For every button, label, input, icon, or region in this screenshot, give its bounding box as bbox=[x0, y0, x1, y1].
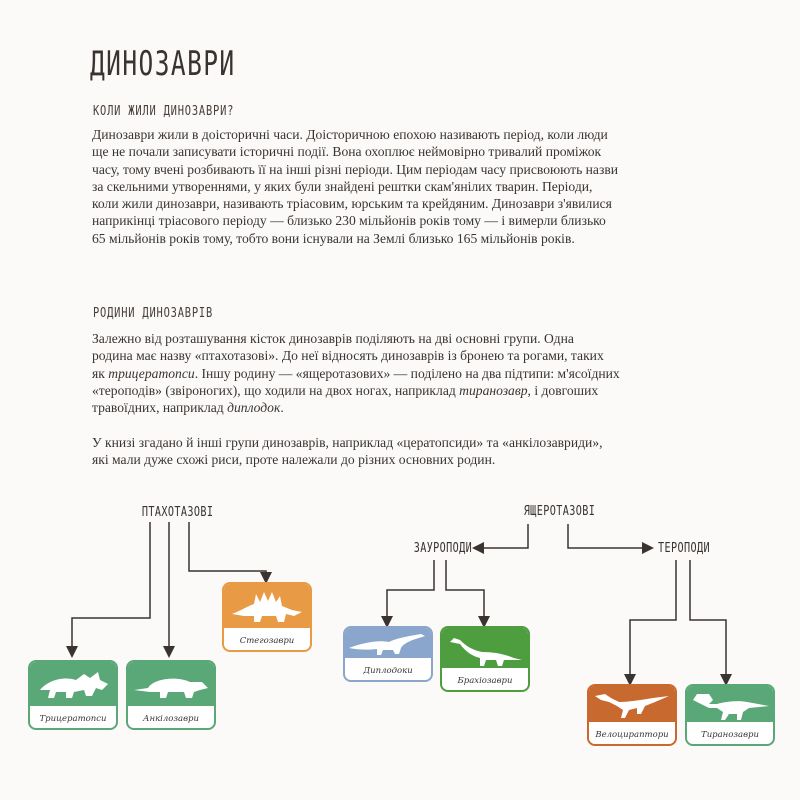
text-line: часу, тому вчені розбивають її на інші різні періоди. Цим періодам часу присвоюють назви bbox=[92, 161, 619, 177]
connector-theropods-tyrannosaurs bbox=[690, 560, 726, 680]
section-heading-when: КОЛИ ЖИЛИ ДИНОЗАВРИ? bbox=[93, 104, 235, 119]
node-saurischia: ЯЩЕРОТАЗОВІ bbox=[523, 504, 596, 519]
text-line: Залежно від розташування кісток динозаврів поділяють на дві основні групи. Одна bbox=[92, 331, 574, 346]
node-ornithischia: ПТАХОТАЗОВІ bbox=[141, 505, 214, 520]
stegosaur-silhouette-icon bbox=[224, 584, 310, 630]
ankylosaur-silhouette-icon bbox=[128, 662, 214, 708]
velociraptor-silhouette-icon bbox=[589, 686, 675, 724]
text-line: ще не почали записувати історичні події. Вона охоплює неймовірно тривалий проміжок bbox=[92, 144, 602, 160]
connector-sauropods-diplodocus bbox=[387, 560, 434, 622]
text-line: 65 мільйонів років тому, тобто вони існували на Землі близько 165 мільйонів років. bbox=[92, 230, 575, 246]
connector-saurischia-theropods bbox=[568, 524, 648, 548]
text-line: які мали дуже схожі риси, проте належали до різних основних родин. bbox=[92, 452, 496, 468]
card-tyrannosaurs bbox=[685, 684, 775, 746]
card-caption: Трицератопси bbox=[39, 714, 107, 724]
diplodocus-silhouette-icon bbox=[345, 628, 431, 660]
text-line: наприкінці тріасового періоду — близько 230 мільйонів років тому — і вимерли близько bbox=[92, 213, 606, 229]
text-line: Динозаври жили в доісторичні часи. Доісторичною епохою називають період, коли люди bbox=[92, 127, 608, 142]
card-caption: Велоцираптори bbox=[595, 730, 669, 740]
tyrannosaur-silhouette-icon bbox=[687, 686, 773, 724]
text-line: У книзі згадано й інші групи динозаврів, наприклад «цератопсиди» та «анкілозавриди», bbox=[92, 435, 603, 450]
card-brachiosaurs bbox=[440, 626, 530, 692]
text-line: родина має назву «птахотазові». До неї відносять динозаврів із бронею та рогами, таких bbox=[92, 348, 604, 364]
node-theropods: ТЕРОПОДИ bbox=[658, 541, 710, 556]
node-sauropods: ЗАУРОПОДИ bbox=[413, 541, 473, 556]
connector-saurischia-sauropods bbox=[478, 524, 528, 548]
text-line: як трицератопси. Іншу родину — «ящеротазових» — поділено на два підтипи: м'ясоїдних bbox=[92, 365, 620, 381]
connector-ornithischia-triceratops bbox=[72, 522, 150, 652]
brachiosaur-silhouette-icon bbox=[442, 628, 528, 670]
connector-sauropods-brachiosaurs bbox=[446, 560, 484, 622]
text-line: за скельними утвореннями, у яких були знайдені рештки скам'янілих тварин. Періоди, bbox=[92, 178, 593, 194]
text-line: травоїдних, наприклад диплодок. bbox=[92, 400, 284, 416]
card-caption: Анкілозаври bbox=[143, 714, 199, 724]
page-title: ДИНОЗАВРИ bbox=[90, 44, 236, 84]
card-stegosaurs bbox=[222, 582, 312, 652]
connector-theropods-velociraptors bbox=[630, 560, 676, 680]
card-caption: Диплодоки bbox=[363, 666, 413, 676]
text-line: «тероподів» (звіроногих), що ходили на двох ногах, наприклад тиранозавр, і довгоших bbox=[92, 382, 599, 398]
card-diplodocus bbox=[343, 626, 433, 682]
section-heading-families: РОДИНИ ДИНОЗАВРІВ bbox=[93, 306, 214, 321]
card-caption: Стегозаври bbox=[239, 636, 295, 646]
card-triceratops bbox=[28, 660, 118, 730]
text-line: коли жили динозаври, називають тріасовим, юрським та крейдяним. Динозаври з'явилися bbox=[92, 196, 612, 212]
card-caption: Брахіозаври bbox=[457, 676, 513, 686]
triceratops-silhouette-icon bbox=[30, 662, 116, 708]
card-velociraptors bbox=[587, 684, 677, 746]
connector-ornithischia-stegosaurs bbox=[189, 522, 266, 578]
card-ankylosaurs bbox=[126, 660, 216, 730]
card-caption: Тиранозаври bbox=[701, 730, 759, 740]
